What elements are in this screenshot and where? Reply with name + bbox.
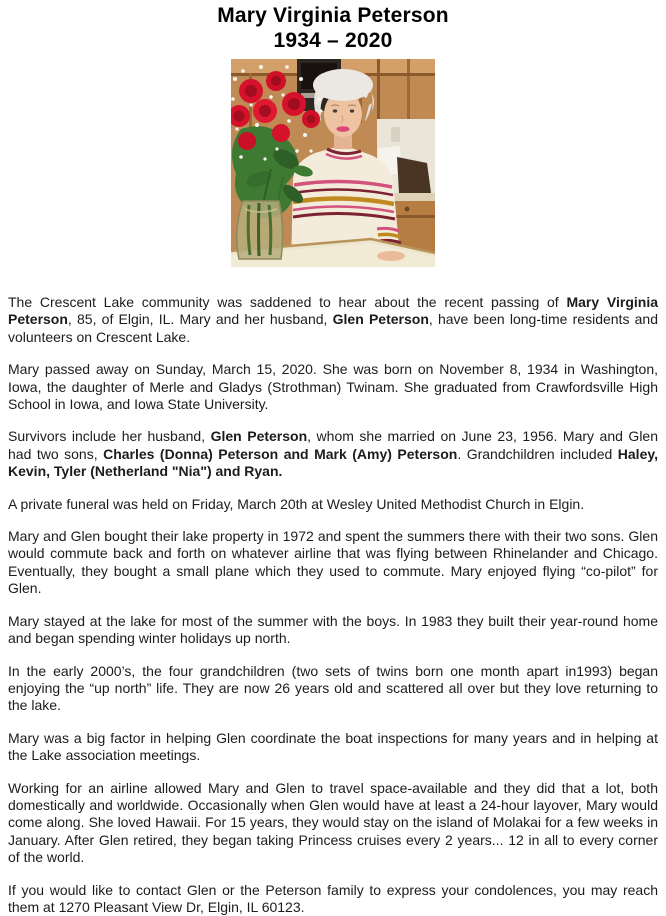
obituary-paragraph: Mary was a big factor in helping Glen coordinate the boat inspections for many years and in helping at the Lake association meetings. bbox=[8, 729, 658, 764]
obituary-paragraph: In the early 2000’s, the four grandchildren (two sets of twins born one month apart in1993) began enjoying the “up north” life. They are now 26 years old and scattered all over but they love returning to the lake. bbox=[8, 662, 658, 714]
title-name: Mary Virginia Peterson bbox=[217, 4, 449, 27]
obituary-paragraph: Mary passed away on Sunday, March 15, 2020. She was born on November 8, 1934 in Washington, Iowa, the daughter of Merle and Gladys (Strothman) Twinam. She graduated from Crawfordsville High School in Iowa, and Iowa State University. bbox=[8, 361, 658, 413]
portrait-photo bbox=[231, 59, 435, 267]
obituary-paragraph: Survivors include her husband, Glen Peterson, whom she married on June 23, 1956. Mary and Glen had two sons, Charles (Donna) Peterson and Mark (Amy) Peterson. Grandchildren included Haley, Kevin, Tyler (Netherland "Nia") and Ryan. bbox=[8, 428, 659, 480]
obituary-paragraph: The Crescent Lake community was saddened to hear about the recent passing of Mary Virginia Peterson, 85, of Elgin, IL. Mary and her husband, Glen Peterson, have been long-time residents and volunteers on Crescent Lake. bbox=[8, 294, 659, 345]
photo-container bbox=[8, 59, 658, 267]
obituary-paragraph: Working for an airline allowed Mary and Glen to travel space-available and they did that a lot, both domestically and worldwide. Occasionally when Glen would have at least a 24-hour layover, Mary would come along. She loved Hawaii. For 15 years, they would stay on the island of Molakai for a few weeks in January. After Glen retired, they began taking Princess cruises every 2 years... 12 in all to every corner of the world. bbox=[8, 779, 658, 866]
obituary-paragraph: If you would like to contact Glen or the Peterson family to express your condolences, you may reach them at 1270 Pleasant View Dr, Elgin, IL 60123. bbox=[8, 881, 658, 915]
obituary-paragraph: A private funeral was held on Friday, March 20th at Wesley United Methodist Church in Elgin. bbox=[8, 495, 585, 512]
title-years: 1934 – 2020 bbox=[273, 28, 393, 52]
page-title bbox=[8, 4, 658, 53]
obituary-paragraph: Mary stayed at the lake for most of the summer with the boys. In 1983 they built their year-round home and began spending winter holidays up north. bbox=[8, 612, 658, 647]
obituary-paragraph: Mary and Glen bought their lake property in 1972 and spent the summers there with their two sons. Glen would commute back and forth on whatever airline that was flying between Rhinelander and Chicago. Eventually, they bought a small plane which they used to commute. Mary enjoyed flying “co-pilot” for Glen. bbox=[8, 528, 658, 597]
obituary-body bbox=[8, 294, 658, 916]
